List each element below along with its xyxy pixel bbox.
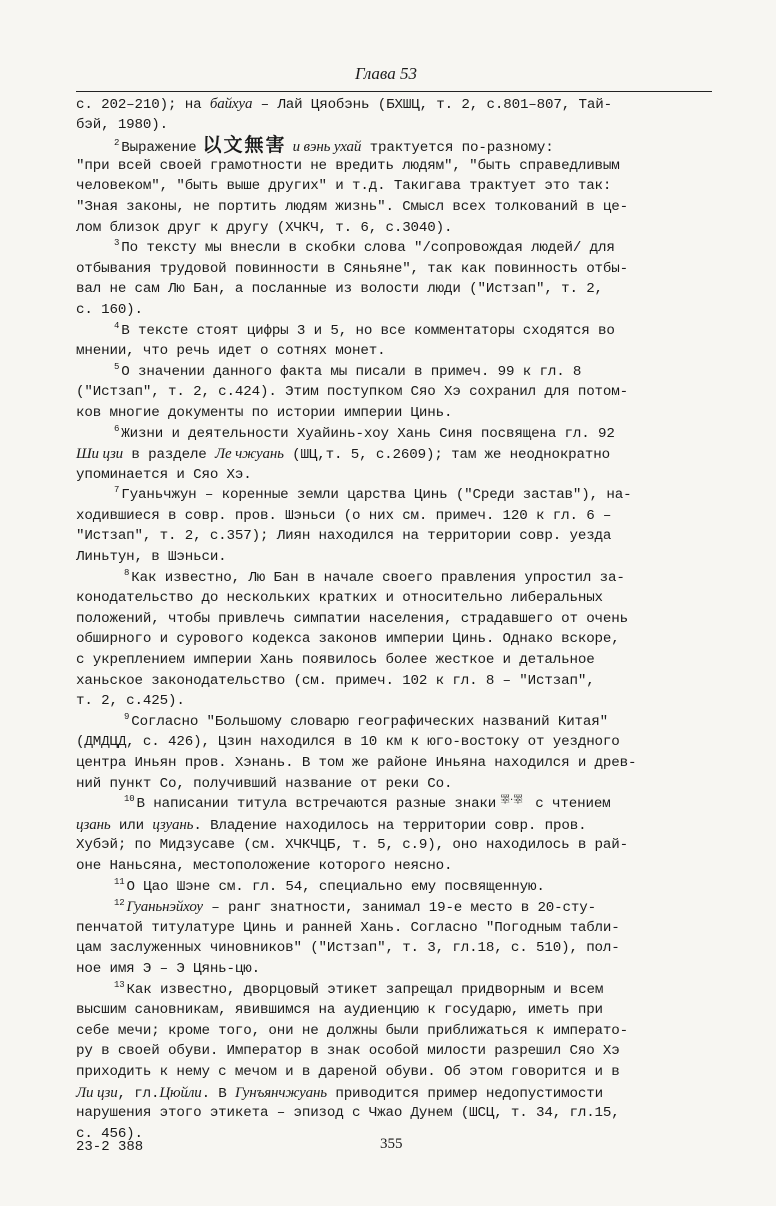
- text-line: цам заслуженных чиновников" ("Истзап", т. 3, гл.18, с. 510), пол-: [76, 940, 620, 957]
- text-line: приходить к нему с мечом и в дареной обуви. Об этом говорится и в: [76, 1063, 620, 1080]
- footnote-2: $^2$ Выражение 以文無害 и вэнь ухай трактуется по-разному:: [114, 134, 554, 157]
- text-line: обширного и сурового кодекса законов империи Цинь. Однако вскоре,: [76, 631, 620, 648]
- text-line: ("Истзап", т. 2, с.424). Этим поступком Сяо Хэ сохранил для потом-: [76, 384, 629, 401]
- text-line: Ли цзи, гл.Цюйли. В Гунъянчжуань приводится пример недопустимости: [76, 1084, 603, 1102]
- chinese-characters: 以文無害: [202, 134, 287, 157]
- text-line: с. 202–210); на байхуа – Лай Цяобэнь (БХШЦ, т. 2, с.801–807, Тай-: [76, 96, 612, 113]
- text-line: цзань или цзуань. Владение находилось на территории совр. пров.: [76, 816, 587, 834]
- footnote-5: $^5$ О значении данного факта мы писали в примеч. 99 к гл. 8: [114, 361, 582, 380]
- header-rule: [76, 91, 712, 92]
- text-line: лом близок друг к другу (ХЧКЧ, т. 6, с.3040).: [76, 219, 453, 236]
- text-line: ханьское законодательство (см. примеч. 102 к гл. 8 – "Истзап",: [76, 672, 595, 689]
- page-number: 355: [380, 1136, 403, 1152]
- text-line: Линьтун, в Шэньси.: [76, 549, 227, 566]
- text-line: ное имя Э – Э Цянь-цю.: [76, 960, 261, 977]
- text-line: человеком", "быть выше других" и т.д. Такигава трактует это так:: [76, 178, 612, 195]
- text-line: с. 160).: [76, 301, 143, 318]
- text-line: высшим сановникам, явившимся на аудиенцию к государю, иметь при: [76, 1002, 603, 1019]
- text-line: с укреплением империи Хань появилось более жесткое и детальное: [76, 652, 595, 669]
- text-line: ний пункт Со, получивший название от реки Со.: [76, 775, 453, 792]
- footnote-10: $^{10}$ В написании титула встречаются разные знаки 睪·睪 с чтением: [124, 794, 611, 813]
- text-line: себе мечи; кроме того, они не должны были приближаться к императо-: [76, 1022, 629, 1039]
- text-line: ков многие документы по истории империи Цинь.: [76, 404, 453, 421]
- footnote-3: $^3$ По тексту мы внесли в скобки слова "/сопровождая людей/ для: [114, 238, 615, 257]
- footnote-8: $^8$ Как известно, Лю Бан в начале своего правления упростил за-: [124, 567, 625, 586]
- footnotes-body: [76, 94, 716, 1144]
- text-line: с. 456).: [76, 1125, 143, 1142]
- text-line: пенчатой титулатуре Цинь и ранней Хань. Согласно "Погодным табли-: [76, 919, 620, 936]
- text-line: положений, чтобы привлечь симпатии населения, страдавшего от очень: [76, 610, 629, 627]
- text-line: конодательство до нескольких кратких и относительно либеральных: [76, 590, 603, 607]
- footnote-11: $^{11}$ О Цао Шэне см. гл. 54, специально ему посвященную.: [114, 876, 545, 895]
- text-line: нарушения этого этикета – эпизод с Чжао Дунем (ШСЦ, т. 34, гл.15,: [76, 1105, 620, 1122]
- printer-signature: 23-2 388: [76, 1139, 144, 1155]
- text-line: мнении, что речь идет о сотнях монет.: [76, 343, 386, 360]
- text-line: центра Иньян пров. Хэнань. В том же районе Иньяна находился и древ-: [76, 755, 637, 771]
- footnote-9: $^9$ Согласно "Большому словарю географических названий Китая": [124, 711, 609, 730]
- text-line: оне Наньсяна, местоположение которого неясно.: [76, 857, 453, 874]
- chinese-characters-variant: 睪·睪: [500, 795, 523, 807]
- text-line: отбывания трудовой повинности в Сяньяне", так как повинность отбы-: [76, 260, 629, 277]
- text-line: Хубэй; по Мидзусаве (см. ХЧКЧЦБ, т. 5, с.9), оно находилось в рай-: [76, 837, 629, 854]
- text-line: т. 2, с.425).: [76, 693, 185, 710]
- footnote-6: $^6$ Жизни и деятельности Хуайинь-хоу Хань Синя посвящена гл. 92: [114, 423, 615, 442]
- text-line: "при всей своей грамотности не вредить людям", "быть справедливым: [76, 157, 620, 174]
- text-line: "Зная законы, не портить людям жизнь". Смысл всех толкований в це-: [76, 198, 629, 215]
- text-line: вал не сам Лю Бан, а посланные из волости люди ("Истзап", т. 2,: [76, 281, 603, 298]
- text-line: "Истзап", т. 2, с.357); Лиян находился на территории совр. уезда: [76, 528, 612, 545]
- text-line: (ДМДЦД, с. 426), Цзин находился в 10 км к юго-востоку от уездного: [76, 734, 620, 751]
- footnote-12: $^{12}$ Гуаньнэйхоу – ранг знатности, занимал 19-е место в 20-сту-: [114, 898, 596, 917]
- chapter-header: Глава 53: [355, 64, 417, 83]
- text-line: ру в своей обуви. Император в знак особой милости разрешил Сяо Хэ: [76, 1043, 620, 1060]
- text-line: бэй, 1980).: [76, 116, 169, 133]
- footnote-7: $^7$ Гуаньчжун – коренные земли царства Цинь ("Среди застав"), на-: [114, 485, 632, 504]
- text-line: упоминается и Сяо Хэ.: [76, 466, 252, 483]
- footnote-4: $^4$ В тексте стоят цифры 3 и 5, но все комментаторы сходятся во: [114, 320, 615, 339]
- text-line: ходившиеся в совр. пров. Шэньси (о них см. примеч. 120 к гл. 6 –: [76, 507, 612, 524]
- text-line: Ши цзи в разделе Ле чжуань (ШЦ,т. 5, с.2609); там же неоднократно: [76, 446, 611, 464]
- footnote-13: $^{13}$ Как известно, дворцовый этикет запрещал придворным и всем: [114, 979, 604, 998]
